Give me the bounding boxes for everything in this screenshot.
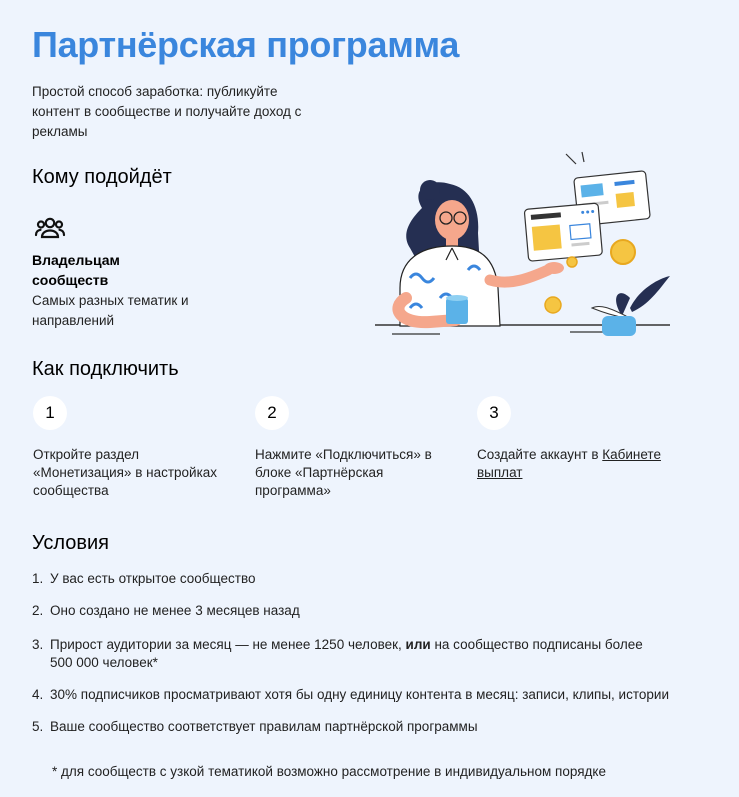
condition-item: [32, 686, 692, 704]
condition-item: [32, 602, 692, 620]
audience-item-title: Владельцам сообществ: [32, 252, 120, 288]
step-number-3: 3: [477, 396, 511, 430]
condition-text: 30% подписчиков просматривают хотя бы одну единицу контента в месяц: записи, клипы, истории: [50, 687, 669, 702]
condition-number: 4.: [32, 687, 44, 702]
step-text-3-prefix: Создайте аккаунт в: [477, 447, 603, 462]
audience-heading: Кому подойдёт: [32, 166, 172, 188]
condition-number: 5.: [32, 719, 44, 734]
page-subtitle: Простой способ заработка: публикуйте контент в сообществе и получайте доход с рекламы: [32, 84, 302, 139]
payouts-cabinet-link[interactable]: Кабинете выплат: [477, 447, 661, 480]
connect-heading: Как подключить: [32, 358, 179, 380]
condition-item: [32, 636, 692, 672]
footnote: * для сообществ с узкой тематикой возможно рассмотрение в индивидуальном порядке: [52, 764, 606, 779]
condition-text: Прирост аудитории за месяц — не менее 1250 человек,: [50, 637, 406, 652]
condition-item: [32, 570, 692, 588]
users-icon: [34, 216, 66, 240]
condition-number: 2.: [32, 603, 44, 618]
condition-text: У вас есть открытое сообщество: [50, 571, 256, 586]
condition-text-line2: 500 000 человек*: [50, 655, 158, 670]
step-number-1: 1: [33, 396, 67, 430]
condition-text-continued: на сообщество подписаны более: [430, 637, 643, 652]
condition-number: 1.: [32, 571, 44, 586]
conditions-heading: Условия: [32, 532, 110, 554]
condition-number: 3.: [32, 637, 44, 652]
step-number-2: 2: [255, 396, 289, 430]
condition-item: [32, 718, 692, 736]
step-text-1: Откройте раздел «Монетизация» в настройках сообщества: [33, 447, 218, 498]
condition-bold-or: или: [405, 637, 431, 652]
audience-item-description: Самых разных тематик и направлений: [32, 293, 189, 328]
step-text-2: Нажмите «Подключиться» в блоке «Партнёрская программа»: [255, 447, 432, 498]
condition-text: Оно создано не менее 3 месяцев назад: [50, 603, 300, 618]
condition-text: Ваше сообщество соответствует правилам партнёрской программы: [50, 719, 478, 734]
woman-with-coins-illustration: [370, 148, 680, 348]
page-title: Партнёрская программа: [32, 24, 460, 65]
step-text-3: [477, 446, 677, 482]
